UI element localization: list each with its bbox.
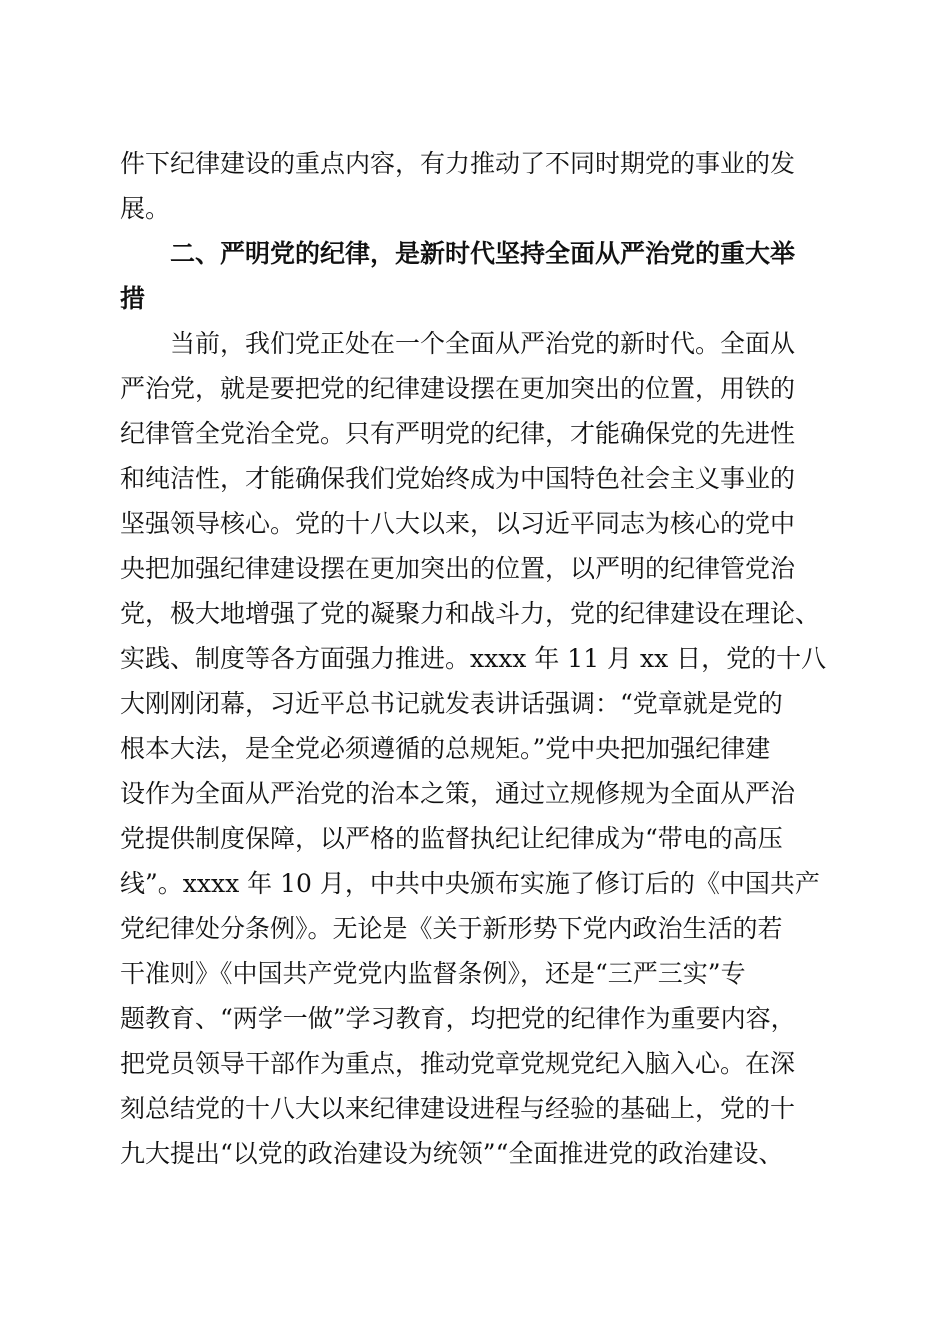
text-line: 坚强领导核心。党的十八大以来，以习近平同志为核心的党中 xyxy=(120,509,796,538)
text-line: 根本大法，是全党必须遵循的总规矩。”党中央把加强纪律建 xyxy=(120,734,771,763)
text-line: 党提供制度保障，以严格的监督执纪让纪律成为“带电的高压 xyxy=(120,824,783,853)
section-heading xyxy=(120,231,840,321)
body-paragraph xyxy=(120,321,840,1176)
text-line: 题教育、“两学一做”学习教育，均把党的纪律作为重要内容， xyxy=(120,1004,796,1033)
text-line: 干准则》《中国共产党党内监督条例》，还是“三严三实”专 xyxy=(120,959,746,988)
text-line: 实践、制度等各方面强力推进。xxxx 年 11 月 xx 日，党的十八 xyxy=(120,644,827,673)
text-line: 严治党，就是要把党的纪律建设摆在更加突出的位置，用铁的 xyxy=(120,374,796,403)
text-line: 线”。xxxx 年 10 月，中共中央颁布实施了修订后的《中国共产 xyxy=(120,869,820,898)
text-line: 大刚刚闭幕，习近平总书记就发表讲话强调：“党章就是党的 xyxy=(120,689,783,718)
heading-line: 措 xyxy=(120,284,146,313)
text-line: 党，极大地增强了党的凝聚力和战斗力，党的纪律建设在理论、 xyxy=(120,599,821,628)
text-line: 设作为全面从严治党的治本之策，通过立规修规为全面从严治 xyxy=(120,779,796,808)
text-line: 当前，我们党正处在一个全面从严治党的新时代。全面从 xyxy=(170,329,796,358)
paragraph-continuation xyxy=(120,141,840,231)
heading-line: 二、严明党的纪律，是新时代坚持全面从严治党的重大举 xyxy=(170,239,796,268)
text-line: 和纯洁性，才能确保我们党始终成为中国特色社会主义事业的 xyxy=(120,464,796,493)
text-line: 九大提出“以党的政治建设为统领”“全面推进党的政治建设、 xyxy=(120,1139,784,1168)
text-line: 把党员领导干部作为重点，推动党章党规党纪入脑入心。在深 xyxy=(120,1049,796,1078)
text-line: 央把加强纪律建设摆在更加突出的位置，以严明的纪律管党治 xyxy=(120,554,796,583)
text-line: 纪律管全党治全党。只有严明党的纪律，才能确保党的先进性 xyxy=(120,419,796,448)
text-line: 展。 xyxy=(120,194,171,223)
text-line: 党纪律处分条例》。无论是《关于新形势下党内政治生活的若 xyxy=(120,914,783,943)
text-line: 件下纪律建设的重点内容，有力推动了不同时期党的事业的发 xyxy=(120,149,796,178)
text-line: 刻总结党的十八大以来纪律建设进程与经验的基础上，党的十 xyxy=(120,1094,796,1123)
